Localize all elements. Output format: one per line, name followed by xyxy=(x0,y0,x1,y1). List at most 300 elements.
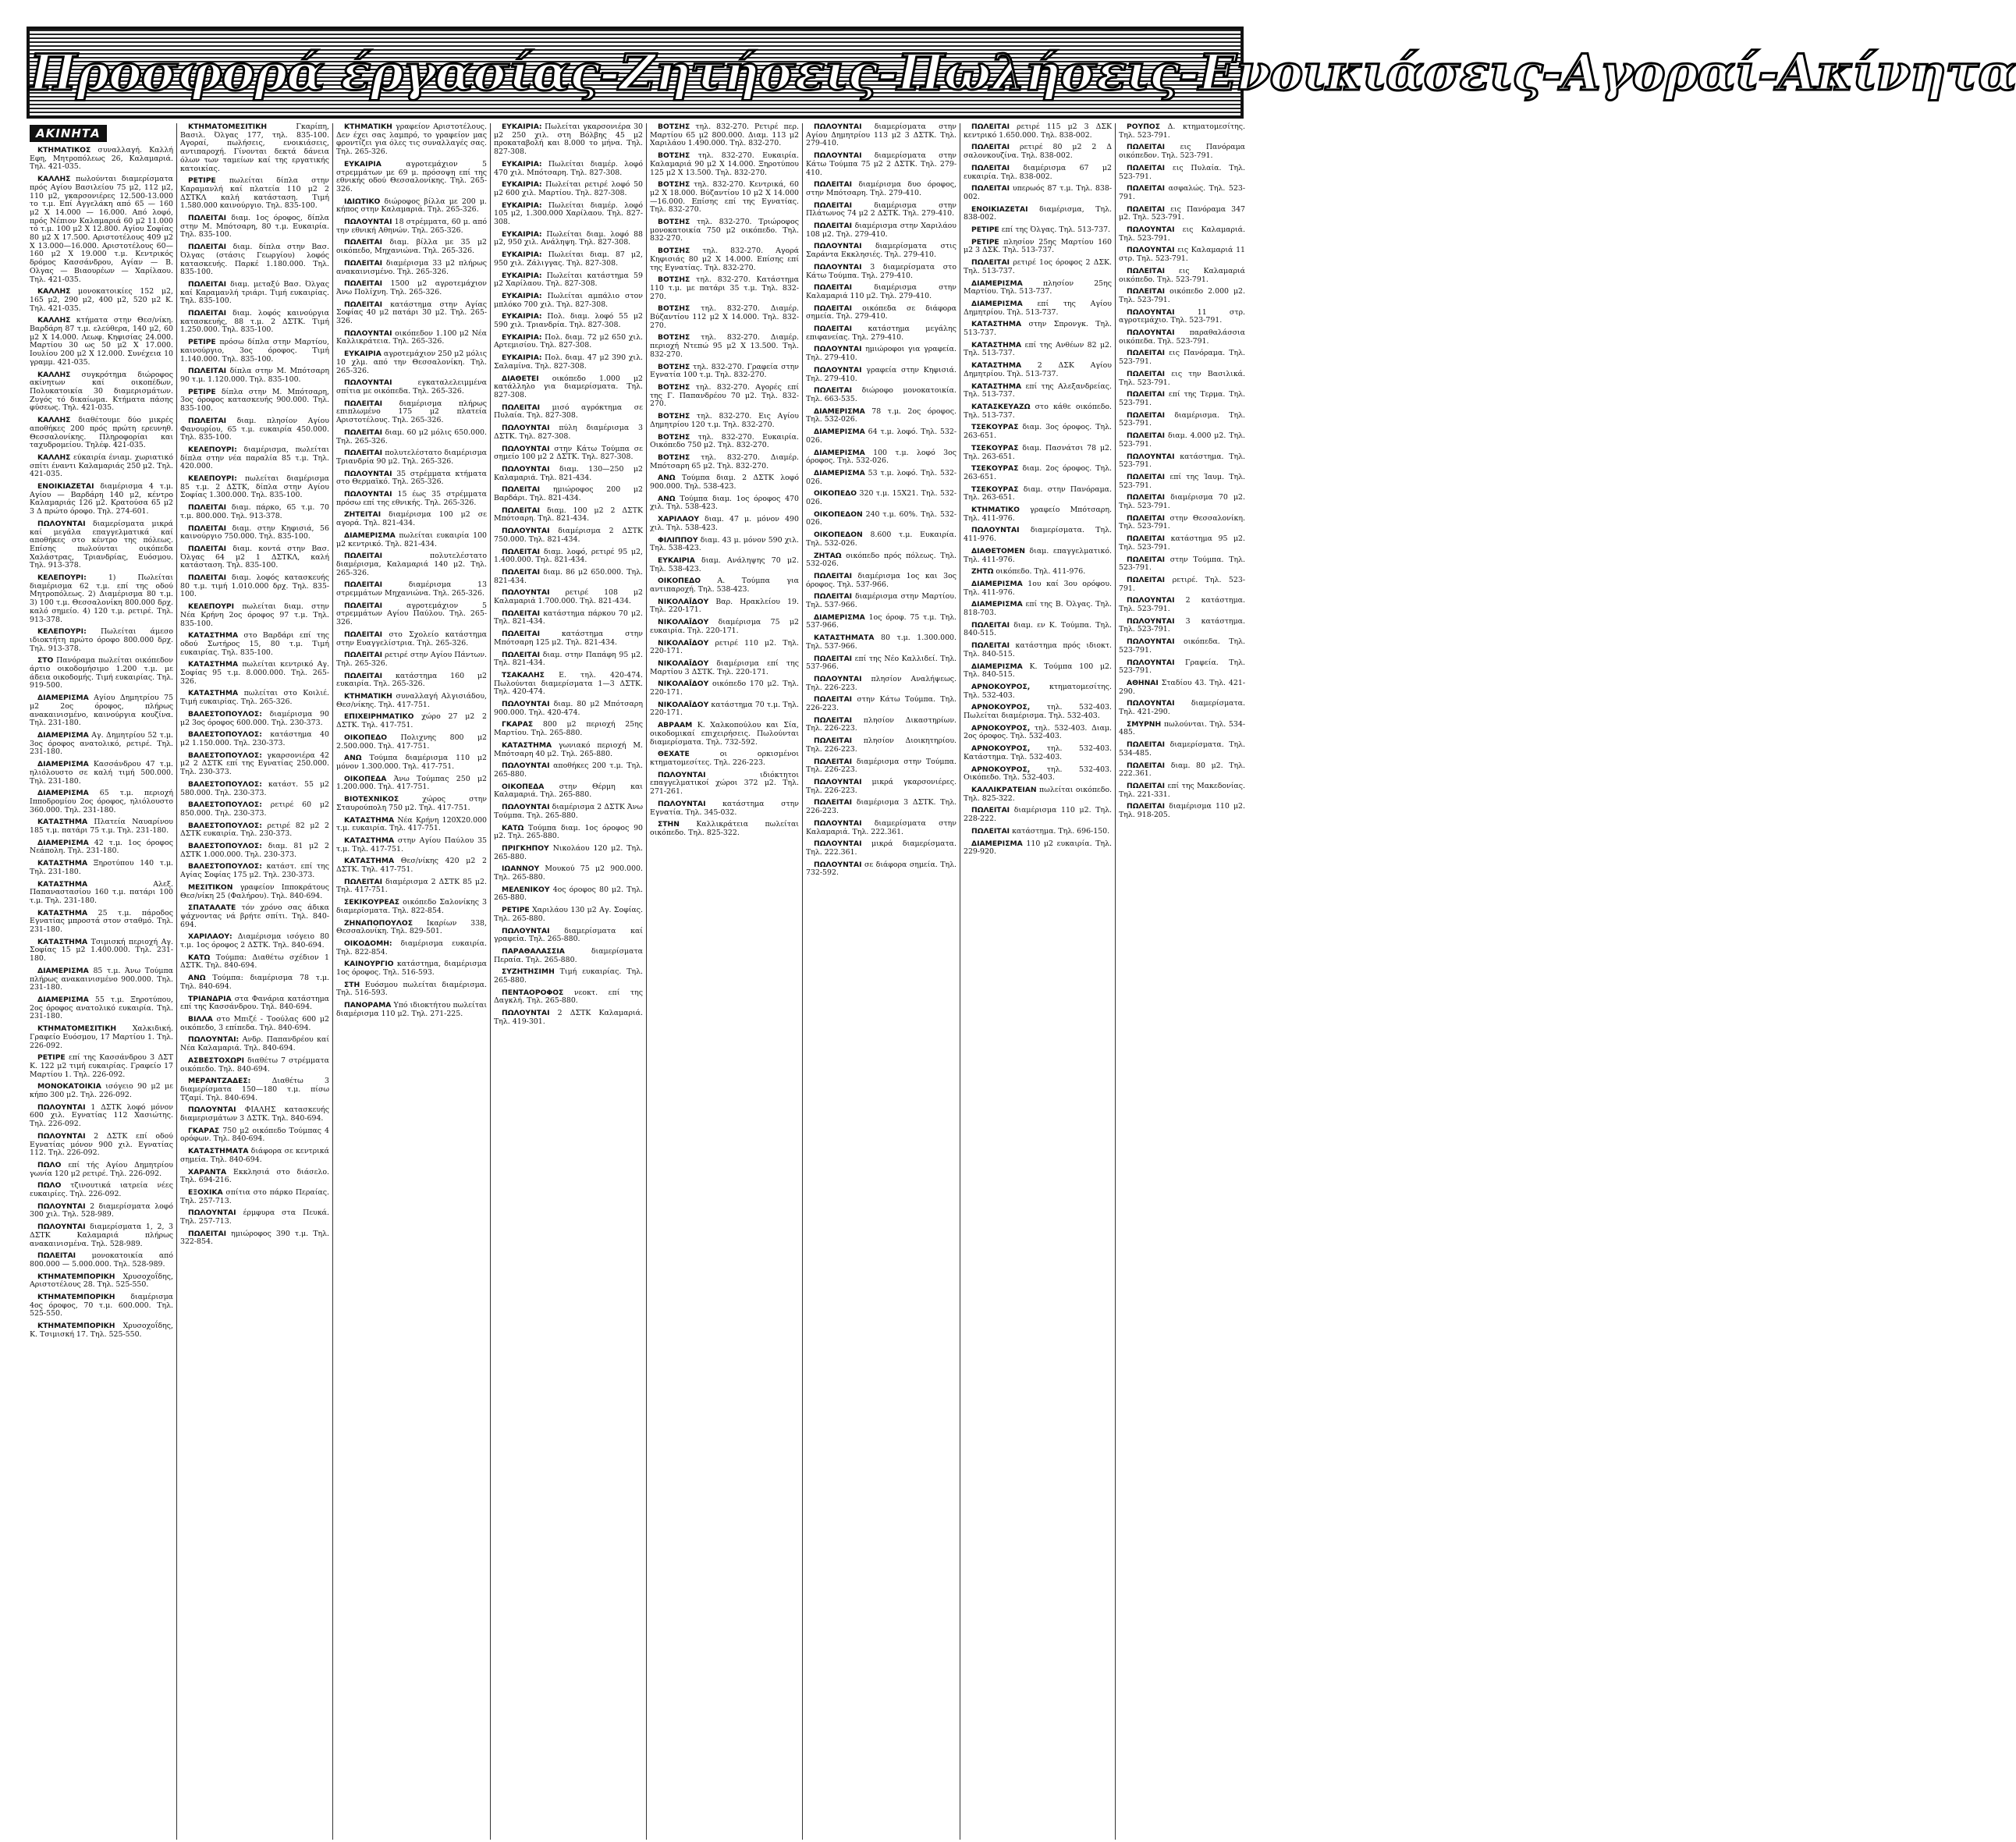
classified-ad xyxy=(964,239,1112,255)
ad-keyword: ΠΩΛΟΥΝΤΑΙ xyxy=(658,799,706,808)
ad-text: Πωλείται διαμέρ. λοφό 105 μ2, 1.300.000 Χαρίλαου. Τηλ. 827-308. xyxy=(494,201,643,227)
classified-ad xyxy=(806,428,957,445)
classified-ad xyxy=(806,264,957,280)
ad-keyword: ΠΩΛΕΙΤΑΙ xyxy=(1127,266,1166,275)
ad-keyword: ΚΑΤΑΣΤΗΜΑ xyxy=(344,815,395,825)
ad-keyword: ΚΕΛΕΠΟΥΡΙ: xyxy=(188,474,237,484)
classified-ad xyxy=(1119,535,1245,552)
ad-keyword: ΠΩΛΟΥΝΤΑΙ xyxy=(502,588,550,598)
classified-ad xyxy=(30,1104,173,1129)
ad-keyword: ΠΩΛΕΙΤΑΙ xyxy=(188,279,227,289)
ad-text: Ανδρ. Παπανδρέου καί Νέα Καλαμαριά. Τηλ. 840-694. xyxy=(180,1035,329,1053)
ad-keyword: ΕΥΚΑΙΡΙΑ: xyxy=(502,159,542,169)
ad-keyword: ΑΡΝΟΚΟΥΡΟΣ, xyxy=(971,744,1031,754)
classified-ad xyxy=(1119,288,1245,304)
classified-ad xyxy=(336,817,487,833)
classified-ad xyxy=(806,284,957,300)
classified-ad xyxy=(964,840,1112,857)
ad-text: Πωλείται αμπάλιο στον μπλόκο 700 χιλ. Τηλ. 827-308. xyxy=(494,291,643,309)
classified-ad xyxy=(650,640,799,656)
classified-ad xyxy=(336,775,487,792)
ad-text: διαμ. εν Κ. Τούμπα. Τηλ. 840-515. xyxy=(964,620,1112,638)
ad-text: διαμερίσματα. Τηλ. 534-485. xyxy=(1119,740,1245,758)
ad-keyword: ΠΩΛΟΥΝΤΑΙ xyxy=(37,1102,86,1112)
classified-ad xyxy=(1119,556,1245,573)
ad-keyword: ΚΕΛΕΠΟΥΡΙ: xyxy=(37,627,87,637)
ad-keyword: ΠΩΛΟΥΝΤΑΙ xyxy=(814,778,862,786)
ad-keyword: ΧΑΡΙΛΑΟΥ xyxy=(658,515,700,524)
ad-keyword: ΓΚΑΡΑΣ xyxy=(502,720,534,729)
ad-keyword: ΠΩΛΕΙΤΑΙ xyxy=(814,325,853,334)
ad-keyword: ΚΑΤΑΣΚΕΥΑΖΩ xyxy=(971,402,1031,411)
classified-ad xyxy=(30,1054,173,1079)
ad-keyword: ΝΙΚΟΛΑΪΔΟΥ xyxy=(658,618,709,627)
ad-keyword: ΔΙΑΜΕΡΙΣΜΑ xyxy=(971,839,1023,848)
ad-text: Τούμπα: διαμέρισμα 78 τ.μ. Τηλ. 840-694. xyxy=(180,974,329,991)
ad-text: κατάστημα στην Εγνατία. Τηλ. 345-032. xyxy=(650,799,799,817)
ad-keyword: ΕΥΚΑΙΡΙΑ xyxy=(344,159,382,169)
classified-ad xyxy=(494,123,643,157)
classified-ad xyxy=(806,655,957,672)
ad-text: 85 τ.μ. Άνω Τούμπα πλήρως ανακαινισμένο 900.000. Τηλ. 231-180. xyxy=(30,966,173,992)
classified-ad xyxy=(650,722,799,747)
ad-keyword: ΑΣΒΕΣΤΟΧΩΡΙ xyxy=(188,1056,245,1065)
classified-ad xyxy=(30,147,173,172)
classified-ad xyxy=(650,434,799,450)
ad-text: δίπλα στην Μ. Μπότσαρη, 3ος όροφος κατασκευής 900.000. Τηλ. 835-100. xyxy=(180,387,329,413)
ad-text: ρετιρέ 82 μ2 2 ΔΣΤΚ ευκαιρία. Τηλ. 230-373. xyxy=(180,821,329,839)
classified-ad xyxy=(494,948,643,964)
ad-text: νεοκτ. επί της Δαγκλή. Τηλ. 265-880. xyxy=(494,988,643,1006)
ad-text: πλησίον Δικαστηρίων. Τηλ. 226-223. xyxy=(806,715,957,733)
classified-ad xyxy=(1119,329,1245,346)
ad-text: διαμ. στην Κηφισιά, 56 καινούργιο 750.000. Τηλ. 835-100. xyxy=(180,523,329,541)
ad-text: πλησίον 25ης Μαρτίου 160 μ2 3 ΔΣΚ. Τηλ. 513-737. xyxy=(964,237,1112,255)
classified-ad xyxy=(806,470,957,486)
classifieds-columns xyxy=(27,123,1248,1840)
ad-text: διαμ. δίπλα στην Βασ. Όλγας (στάσις Γεωργίου) λοφός κατασκευής. Παρκέ 1.180.000. Τηλ. 835-100. xyxy=(180,243,329,277)
ad-text: Σταδίου 43. Τηλ. 421-290. xyxy=(1119,678,1245,696)
classified-ad xyxy=(180,1169,329,1185)
ad-text: μισό αγρόκτημα σε Πυλαία. Τηλ. 827-308. xyxy=(494,403,643,421)
classified-ad xyxy=(1119,371,1245,387)
ad-keyword: ΡΟΥΠΟΣ xyxy=(1127,122,1160,131)
ad-keyword: ΓΚΑΡΑΣ xyxy=(188,1126,220,1135)
ad-text: 750 μ2 οικόπεδο Τούμπας 4 ορόφων. Τηλ. 840-694. xyxy=(180,1126,329,1144)
classified-ad xyxy=(964,165,1112,181)
classified-ad xyxy=(336,581,487,598)
classified-ad xyxy=(494,783,643,800)
ad-text: Πολ. διαμ. 72 μ2 650 χιλ. Αρτεμισίου. Τηλ. 827-308. xyxy=(494,332,643,350)
ad-keyword: ΠΩΛΕΙΤΑΙ xyxy=(971,184,1010,193)
classified-ad xyxy=(30,761,173,786)
classified-ad xyxy=(964,383,1112,399)
classified-ad xyxy=(650,557,799,573)
ad-keyword: ΠΩΛΟΥΝΤΑΙ xyxy=(814,839,862,849)
ad-text: διαμ. 4.000 μ2. Τηλ. 523-791. xyxy=(1119,431,1245,449)
classified-ad xyxy=(494,928,643,944)
ad-keyword: ΠΑΝΟΡΑΜΑ xyxy=(344,1001,392,1010)
ad-keyword: ΠΩΛΕΙΤΑΙ xyxy=(188,573,227,583)
ad-text: πωλείται διαμέρισμα 85 τ.μ. 2 ΔΣΤΚ, δίπλα στην Αγίου Σοφίας 1.300.000. Τηλ. 835-100. xyxy=(180,474,329,500)
classified-ad xyxy=(650,800,799,817)
classified-ad xyxy=(964,259,1112,275)
ad-keyword: ΡΕΤΙΡΕ xyxy=(37,1053,66,1063)
ad-text: διαμέρισμα επί της Μαρτίου 3 ΔΣΤΚ. Τηλ. 220-171. xyxy=(650,658,799,676)
classified-ad xyxy=(336,651,487,668)
ad-text: διαμ. 80 μ2 Μπότσαρη 900.000. Τηλ. 420-474. xyxy=(494,700,643,717)
classified-ad xyxy=(650,364,799,380)
ad-keyword: ΠΩΛΟΥΝΤΑΙ xyxy=(1127,658,1175,667)
ad-keyword: ΠΩΛΟΥΝΤΑΙ xyxy=(37,1223,86,1232)
ad-keyword: ΚΤΗΜΑΤΕΜΠΟΡΙΚΗ xyxy=(37,1322,115,1331)
classified-ad xyxy=(964,745,1112,761)
classified-ad xyxy=(650,305,799,330)
classified-ad xyxy=(494,610,643,626)
classified-ad xyxy=(806,840,957,857)
ad-keyword: ΠΩΛΕΙΤΑΙ xyxy=(814,386,853,396)
classified-ad xyxy=(336,878,487,895)
ad-keyword: ΔΙΑΜΕΡΙΣΜΑ xyxy=(971,600,1023,609)
ad-text: διάφορα σε κεντρικά σημεία. Τηλ. 840-694. xyxy=(180,1147,329,1164)
ad-text: μονοκατοικίες 152 μ2, 165 μ2, 290 μ2, 400 μ2, 520 μ2 Κ. Τηλ. 421-035. xyxy=(30,287,173,313)
ad-keyword: ΚΤΗΜΑΤΙΚΟ xyxy=(971,506,1020,515)
ad-keyword: ΚΤΗΜΑΤΟΜΕΣΙΤΙΚΗ xyxy=(37,1024,117,1034)
ad-keyword: ΤΣΕΚΟΥΡΑΣ xyxy=(971,484,1019,494)
ad-text: Γκαρίπη, Βασιλ. Όλγας 177, τηλ. 835-100. Αγοραί, πωλήσεις, ενοικιάσεις, αντιπαροχή. Γίνονται δεκτά δάνεια όλων των ταμείων καί της εργατικής κατοικίας. xyxy=(180,122,329,173)
ad-keyword: ΠΩΛΟΥΝΤΑΙ xyxy=(1127,246,1175,255)
classified-ad xyxy=(180,863,329,879)
classified-ad xyxy=(180,504,329,520)
ad-keyword: ΦΙΛΙΠΠΟΥ xyxy=(658,535,698,545)
classified-ad xyxy=(180,281,329,306)
ad-text: 15 έως 35 στρέμματα πρόσω επί της εθνικής. Τηλ. 265-326. xyxy=(336,490,487,507)
classified-ad xyxy=(1119,453,1245,470)
classified-ad xyxy=(494,845,643,861)
classified-ad xyxy=(964,185,1112,201)
ad-keyword: ΚΑΤΑΣΤΗΜΑ xyxy=(344,857,395,866)
ad-keyword: ΠΩΛΕΙΤΑΙ xyxy=(188,544,227,553)
ad-keyword: ΠΩΛΕΙΤΑΙ xyxy=(1127,163,1166,172)
ad-text: Πανόραμα πωλείται οικόπεδον άρτιο οικοδομήσιμο 1.200 τ.μ. με άδεια οικοδομής. Τιμή ευκαιρίας. Τηλ. 919-500. xyxy=(30,656,173,690)
ad-text: ρετιρέ 110 μ2. Τηλ. 220-171. xyxy=(650,638,799,656)
ad-keyword: ΚΑΤΑΣΤΗΜΑ xyxy=(971,320,1022,329)
ad-text: 320 τ.μ. 15Χ21. Τηλ. 532-026. xyxy=(806,489,957,507)
classified-ad xyxy=(964,123,1112,140)
classified-ad xyxy=(180,243,329,277)
ad-text: γκαρσονιέρα 42 μ2 2 ΔΣΤΚ επί της Εγνατίας 250.000. Τηλ. 230-373. xyxy=(180,751,329,777)
ad-text: επί της Όλγας. Τηλ. 513-737. xyxy=(999,225,1111,235)
ad-keyword: ΠΩΛΟΥΝΤΑΙ xyxy=(1127,616,1175,626)
ad-text: ρετιρέ 1ος όροφος 2 ΔΣΚ. Τηλ. 513-737. xyxy=(964,258,1112,275)
ad-keyword: ΚΑΤΑΣΤΗΜΑ xyxy=(188,660,239,669)
ad-keyword: ΕΠΙΧΕΙΡΗΜΑΤΙΚΟ xyxy=(344,712,414,722)
ad-text: γραφείον Αριστοτέλους. Δεν έχει σας λαμπρό, το γραφείον μας φροντίζει για όλες τις συναλλαγές σας. Τηλ. 265-326. xyxy=(336,122,487,157)
classified-ad xyxy=(180,801,329,818)
ad-text: χώρο 27 μ2 2 ΔΣΤΚ. Τηλ. 417-751. xyxy=(336,712,487,730)
ad-text: διαμέρισμα στην Πλάτωνος 74 μ2 2 ΔΣΤΚ. Τηλ. 279-410. xyxy=(806,201,957,218)
classified-ad xyxy=(806,325,957,342)
ad-keyword: ΝΙΚΟΛΑΪΔΟΥ xyxy=(658,597,709,606)
classified-ad xyxy=(494,313,643,329)
ad-keyword: ΡΕΤΙΡΕ xyxy=(971,237,999,247)
ad-text: εις Καλαμαριά οικόπεδο. Τηλ. 523-791. xyxy=(1119,266,1245,284)
classified-ad xyxy=(30,881,173,906)
classified-ad xyxy=(650,454,799,470)
ad-text: στα Φανάρια κατάστημα επί της Κασσάνδρου. Τηλ. 840-694. xyxy=(180,994,329,1012)
ad-keyword: ΠΩΛΟΥΝΤΑΙ xyxy=(502,444,550,453)
ad-text: επί της Αγίου Δημητρίου. Τηλ. 513-737. xyxy=(964,299,1112,317)
ad-column xyxy=(1116,123,1248,1840)
classified-ad xyxy=(30,628,173,653)
ad-keyword: ΚΑΤΑΣΤΗΜΑ xyxy=(188,689,239,698)
ad-text: 240 τ.μ. 60%. Τηλ. 532-026. xyxy=(806,509,957,527)
ad-text: 64 τ.μ. λοφό. Τηλ. 532-026. xyxy=(806,428,957,445)
ad-text: επί της Κασσάνδρου 3 ΔΣΤ Κ. 122 μ2 τιμή ευκαιρίας. Γραφείο 17 Μαρτίου 1. Τηλ. 226-092. xyxy=(30,1053,173,1079)
ad-text: Εκκλησιά στο διάσελο. Τηλ. 694-216. xyxy=(180,1167,329,1185)
ad-text: διαμερίσματα. Τηλ. 411-976. xyxy=(964,526,1112,544)
ad-keyword: ΠΩΛΕΙΤΑΙ xyxy=(1127,431,1166,441)
ad-text: διαμ. στην Παπάφη 95 μ2. Τηλ. 821-434. xyxy=(494,650,643,668)
classified-ad xyxy=(30,657,173,690)
classified-ad xyxy=(1119,432,1245,449)
classified-ad xyxy=(964,725,1112,741)
ad-keyword: ΣΠΑΤΑΛΑΤΕ xyxy=(188,903,236,913)
ad-keyword: ΔΙΑΜΕΡΙΣΜΑ xyxy=(971,299,1023,308)
ad-text: επί της Ανθέων 82 μ2. Τηλ. 513-737. xyxy=(964,340,1112,358)
ad-text: κατάστημα 40 μ2 1.150.000. Τηλ. 230-373. xyxy=(180,730,329,747)
ad-keyword: ΠΩΛΕΙΤΑΙ xyxy=(1127,369,1166,378)
classified-ad xyxy=(650,495,799,512)
classified-ad xyxy=(180,215,329,240)
classified-ad xyxy=(180,661,329,686)
ad-text: Πωλείται διαμ. 87 μ2, 950 χιλ. Ζάλιγγας. Τηλ. 827-308. xyxy=(494,250,643,268)
ad-keyword: ΒΑΛΕΣΤΟΠΟΥΛΟΣ: xyxy=(188,751,262,760)
ad-text: διαμέρισμα 4 τ.μ. Αγίου — Βαρδάρη 140 μ2, κέντρο Καλαμαριάς 126 μ2. Κρατούσα 65 μ2 3 Δ πρώτο όροφο. Τηλ. 274-601. xyxy=(30,482,173,516)
ad-keyword: ΝΙΚΟΛΑΪΔΟΥ xyxy=(658,680,709,689)
ad-text: Νέα Κρήνη 120Χ20.000 τ.μ. ευκαιρία. Τηλ. 417-751. xyxy=(336,815,487,833)
classified-ad xyxy=(806,449,957,466)
ad-keyword: ΠΩΛΟΥΝΤΑΙ xyxy=(502,761,550,771)
classified-ad xyxy=(964,144,1112,160)
classified-ad xyxy=(336,198,487,215)
ad-keyword: ΚΑΛΛΙΚΡΑΤΕΙΑΝ xyxy=(971,786,1037,794)
classified-ad xyxy=(30,1322,173,1339)
ad-text: διαμέρισμα 100 μ2 σε αγορά. Τηλ. 821-434. xyxy=(336,510,487,528)
ad-keyword: ΠΩΛΟΥΝΤΑΙ xyxy=(502,527,550,536)
ad-text: εγκαταλελειμμένα σπίτια με οικόπεδα. Τηλ. 265-326. xyxy=(336,378,487,396)
ad-text: διαμερίσματα Περαία. Τηλ. 265-880. xyxy=(494,946,643,964)
classified-ad xyxy=(30,574,173,624)
classified-ad xyxy=(1119,268,1245,284)
ad-keyword: ΠΩΛΕΙΤΑΙ xyxy=(971,163,1010,172)
ad-text: Πωλείται κατάστημα 59 μ2 Χαρίλαου. Τηλ. 827-308. xyxy=(494,271,643,289)
ad-keyword: ΠΩΛΟΥΝΤΑΙ xyxy=(344,490,392,499)
ad-keyword: ΚΑΤΑΣΤΗΜΑ xyxy=(971,382,1022,391)
ad-keyword: ΟΙΚΟΠΕΔΑ xyxy=(502,782,545,791)
ad-text: συγκρότημα διώροφος ακίνητων καί οικοπέδων, Πολυκατοικία 30 διαμερισμάτων. Ζυγός τό δικαίωμα. Κτήματα πάσης φύσεως. Τηλ. 421-035. xyxy=(30,370,173,413)
ad-text: εις Πανόραμα. Τηλ. 523-791. xyxy=(1119,349,1245,367)
ad-text: οικόπεδα σε διάφορα σημεία. Τηλ. 279-410. xyxy=(806,303,957,321)
ad-text: διαμ. 1ος όροφος, δίπλα στην Μ. Μπότσαρη, 80 τ.μ. Ευκαιρία. Τηλ. 835-100. xyxy=(180,214,329,240)
ad-text: πωλούνται διαμερίσματα πρός Αγίου Βασιλείου 75 μ2, 112 μ2, 110 μ2, γκαρσονιέρες 12.500-13.000 το τ.μ. Επί Αγγελάκη από 65 — 160 μ2 Χ 14.000 — 16.000. Από λοφό, πρός Νέπιον Καλαμαριά 60 μ2 11.000 τό τ.μ. 100 μ2 Χ 12.800. Αγίου Σοφίας 80 μ2 Χ 17.500. Αριστοτέλους 409 μ2 Χ 13.000—16.000. Αριστοτέλους 60—160 μ2 Χ 19.000 τ.μ. Κεντρικός δρόμος Κασσάνδρου, Αγίαν — Β. Ολγας — Βιαουρέων — Χαρίλαου. Τηλ. 421-035. xyxy=(30,175,173,284)
classified-ad xyxy=(30,317,173,367)
ad-text: διαμέρισμα, πωλείται δίπλα στην νέα παραλία 85 τ.μ. Τηλ. 420.000. xyxy=(180,445,329,471)
ad-text: Τιμή ευκαιρίας. Τηλ. 265-880. xyxy=(494,967,643,985)
ad-text: Χρυσοχοΐδης, Κ. Τσιμισκή 17. Τηλ. 525-550. xyxy=(30,1322,173,1339)
classified-ad xyxy=(336,330,487,346)
classified-ad xyxy=(494,589,643,605)
classified-ad xyxy=(1119,597,1245,613)
classified-ad xyxy=(30,910,173,935)
ad-keyword: ΒΙΟΤΕΧΝΙΚΟΣ xyxy=(344,795,399,804)
ad-text: διαμέρισμα δυο όροφος, στην Μπότσαρη. Τηλ. 279-410. xyxy=(806,180,957,197)
ad-text: αποθήκες 200 τ.μ. Τηλ. 265-880. xyxy=(494,761,643,779)
ad-keyword: ΒΟΤΣΗΣ xyxy=(658,275,690,285)
ad-text: τηλ. 832-270. Αγορά Κηφισιάς 80 μ2 Χ 14.000. Επίσης επί της Εγνατίας. Τηλ. 832-270. xyxy=(650,247,799,272)
ad-keyword: ΠΩΛΕΙΤΑΙ xyxy=(502,506,541,515)
ad-keyword: ΠΩΛΕΙΤΑΙ xyxy=(502,609,541,618)
classified-ad xyxy=(494,466,643,482)
classified-ad xyxy=(806,305,957,321)
classified-ad xyxy=(180,1209,329,1226)
ad-text: πωλείται ευκαιρία 100 μ2 κεντρικό. Τηλ. 821-434. xyxy=(336,531,487,548)
ad-text: τηλ. 832-270. Διαμέρ. Μπότσαρη 65 μ2. Τηλ. 832-270. xyxy=(650,453,799,470)
ad-text: Πολ. διαμ. λοφό 55 μ2 590 χιλ. Τριανδρία. Τηλ. 827-308. xyxy=(494,312,643,330)
ad-text: επί της Νέο Καλλιδεί. Τηλ. 537-966. xyxy=(806,654,957,672)
classified-ad xyxy=(336,280,487,296)
ad-text: διαμ. 86 μ2 650.000. Τηλ. 821-434. xyxy=(494,567,643,585)
ad-text: επί της Τερμα. Τηλ. 523-791. xyxy=(1119,390,1245,407)
classified-ad xyxy=(806,820,957,836)
ad-keyword: ΠΩΛΟΥΝΤΑΙ xyxy=(1127,225,1175,235)
ad-keyword: ΠΩΛΟΥΝΤΑΙ xyxy=(1127,328,1175,338)
ad-keyword: ΠΩΛΕΙΤΑΙ xyxy=(814,798,853,807)
ad-text: στην Κάτω Τούμπα σε σημείο 100 μ2 2 ΔΣΤΚ. Τηλ. 827-308. xyxy=(494,444,643,462)
ad-keyword: ΡΕΤΙΡΕ xyxy=(502,906,530,915)
ad-keyword: ΔΙΑΜΕΡΙΣΜΑ xyxy=(37,694,89,703)
ad-text: πωλείται δίπλα στην Καραμανλή καί πλατεία 110 μ2 2 ΔΣΤΚΛ καλή κατάσταση. Τιμή 1.580.000 καινούργιο. Τηλ. 835-100. xyxy=(180,176,329,211)
ad-column xyxy=(803,123,960,1840)
classified-ad xyxy=(650,598,799,615)
ad-keyword: ΠΩΛΟ xyxy=(37,1181,62,1191)
ad-text: διαμερίσματα στις Σαράντα Εκκλησιές. Τηλ. 279-410. xyxy=(806,242,957,260)
classified-ad xyxy=(494,989,643,1006)
ad-keyword: ΠΩΛΕΙΤΑΙ xyxy=(814,571,853,580)
ad-keyword: ΑΡΝΟΚΟΥΡΟΣ, xyxy=(971,723,1031,733)
ad-text: διώροφος βίλλα με 200 μ. κήπος στην Καλαμαριά. Τηλ. 265-326. xyxy=(336,197,487,215)
ad-text: διαμέρισμα 67 μ2 ευκαιρία. Τηλ. 838-002. xyxy=(964,163,1112,181)
ad-keyword: ΚΑΛΛΗΣ xyxy=(37,453,71,462)
ad-keyword: ΚΑΤΑΣΤΗΜΑ xyxy=(37,879,88,889)
ad-text: διαμέρισμα στην Τούμπα. Τηλ. 226-223. xyxy=(806,757,957,775)
ad-keyword: ΑΡΝΟΚΟΥΡΟΣ, xyxy=(971,703,1031,712)
ad-text: διαμ. βίλλα με 35 μ2 οικόπεδο, Μηχανιώνα. Τηλ. 265-326. xyxy=(336,238,487,256)
ad-text: διαμ. στην Πανόραμα. Τηλ. 263-651. xyxy=(964,484,1112,502)
ad-text: πολυτελέστατο διαμέρισμα, Καλαμαριά 140 μ2. Τηλ. 265-326. xyxy=(336,552,487,577)
classified-ad xyxy=(964,786,1112,803)
ad-text: μονοκατοικία από 800.000 — 5.000.000. Τηλ. 528-989. xyxy=(30,1251,173,1269)
ad-text: εις Καλαμαριά 11 στρ. Τηλ. 523-791. xyxy=(1119,246,1245,264)
ad-text: διαμέρισμα 110 μ2. Τηλ. 918-205. xyxy=(1119,802,1245,820)
ad-keyword: ΠΩΛΕΙΤΑΙ xyxy=(502,547,541,556)
classified-ad xyxy=(336,350,487,375)
classified-ad xyxy=(336,429,487,445)
ad-keyword: ΠΩΛΟΥΝΤΑΙ: xyxy=(188,1035,240,1045)
ad-keyword: ΕΝΟΙΚΙΑΖΕΤΑΙ xyxy=(971,204,1028,214)
ad-keyword: ΠΩΛΕΙΤΑΙ xyxy=(971,143,1010,152)
ad-keyword: ΒΟΤΣΗΣ xyxy=(658,432,690,442)
ad-text: έρμφυρα στα Πευκά. Τηλ. 257-713. xyxy=(180,1208,329,1226)
ad-keyword: ΠΩΛΟΥΝΤΑΙ xyxy=(814,242,862,251)
ad-text: διαμερίσματα στην Αγίου Δημητρίου 113 μ2 3 ΔΣΤΚ. Τηλ. 279-410. xyxy=(806,122,957,148)
classified-ad xyxy=(494,804,643,820)
ad-keyword: ΚΑΛΛΗΣ xyxy=(37,287,71,296)
ad-keyword: ΠΩΛΕΙΤΑΙ xyxy=(814,222,853,231)
classified-ad xyxy=(494,293,643,309)
classified-ad xyxy=(1119,474,1245,490)
ad-keyword: ΣΥΖΗΤΗΣΙΜΗ xyxy=(502,967,555,977)
ad-text: 2 διαμερίσματα λοφό 300 χιλ. Τηλ. 528-989. xyxy=(30,1201,173,1219)
classified-ad xyxy=(806,408,957,424)
classified-ad xyxy=(30,860,173,876)
ad-text: ΦΙΑΛΗΣ κατασκευής διαμερισμάτων 3 ΔΣΤΚ. Τηλ. 840-694. xyxy=(180,1106,329,1123)
classified-ad xyxy=(1119,515,1245,531)
ad-keyword: ΑΝΩ xyxy=(658,494,676,503)
classified-ad xyxy=(336,631,487,648)
classified-ad xyxy=(336,491,487,507)
ad-keyword: ΜΕΣΙΤΙΚΟΝ xyxy=(188,882,233,892)
classified-ad xyxy=(494,181,643,197)
classified-ad xyxy=(180,752,329,777)
ad-text: διαμέρισμα 3 ΔΣΤΚ. Τηλ. 226-223. xyxy=(806,798,957,816)
ad-keyword: ΚΑΙΝΟΥΡΓΙΟ xyxy=(344,960,394,969)
ad-text: πλησίον Διοικητηρίου. Τηλ. 226-223. xyxy=(806,736,957,754)
classified-ad xyxy=(180,367,329,384)
classifieds-banner xyxy=(27,27,2016,119)
ad-keyword: ΚΕΛΕΠΟΥΡΙ: xyxy=(37,573,87,583)
ad-text: 800 μ2 περιοχή 25ης Μαρτίου. Τηλ. 265-880. xyxy=(494,720,643,738)
ad-keyword: ΠΩΛΕΙΤΑΙ xyxy=(971,258,1010,268)
ad-keyword: ΑΘΗΝΑΙ xyxy=(1127,678,1159,687)
ad-keyword: ΟΙΚΟΠΕΔΟΝ xyxy=(814,531,863,540)
classified-ad xyxy=(1119,783,1245,799)
ad-text: Τούμπα διαμ. 2 ΔΣΤΚ λοφό 900.000. Τηλ. 538-423. xyxy=(650,474,799,492)
ad-text: 1 ΔΣΤΚ λοφό μόνον 600 χιλ. Εγνατίας 112 Χασιώτης. Τηλ. 226-092. xyxy=(30,1102,173,1129)
ad-text: 3 κατάστημα. Τηλ. 523-791. xyxy=(1119,616,1245,634)
classified-ad xyxy=(494,721,643,737)
classified-ad xyxy=(494,907,643,923)
ad-text: οικόπεδο 1.000 μ2 κατάλληλο για διαμερίσματα. Τηλ. 827-308. xyxy=(494,374,643,399)
classified-ad xyxy=(180,1230,329,1247)
ad-keyword: ΔΙΑΜΕΡΙΣΜΑ xyxy=(37,838,89,847)
classified-ad xyxy=(494,825,643,841)
classified-ad xyxy=(180,632,329,657)
ad-keyword: ΕΥΚΑΙΡΙΑ: xyxy=(502,201,542,210)
ad-text: τηλ. 532-403. Πωλείται διαμέρισμα. Τηλ. 532-403. xyxy=(964,703,1112,721)
ad-text: διαμέρισμα στην Καλαμαριά 110 μ2. Τηλ. 279-410. xyxy=(806,283,957,300)
classified-ad xyxy=(336,449,487,466)
ad-column xyxy=(27,123,177,1840)
ad-text: 3 διαμερίσματα στο Κάτω Τούμπα. Τηλ. 279-410. xyxy=(806,262,957,280)
ad-keyword: ΠΩΛΟΥΝΤΑΙ xyxy=(502,700,550,709)
ad-keyword: ΔΙΑΜΕΡΙΣΜΑ xyxy=(37,760,89,769)
ad-keyword: ΜΕΛΕΝΙΚΟΥ xyxy=(502,885,550,894)
classified-ad xyxy=(1119,762,1245,779)
classified-ad xyxy=(806,573,957,589)
ad-keyword: ΠΩΛΕΙΤΑΙ xyxy=(344,300,383,309)
ad-text: 1ος όροφ. 75 τ.μ. Τηλ. 537-966. xyxy=(806,612,957,630)
